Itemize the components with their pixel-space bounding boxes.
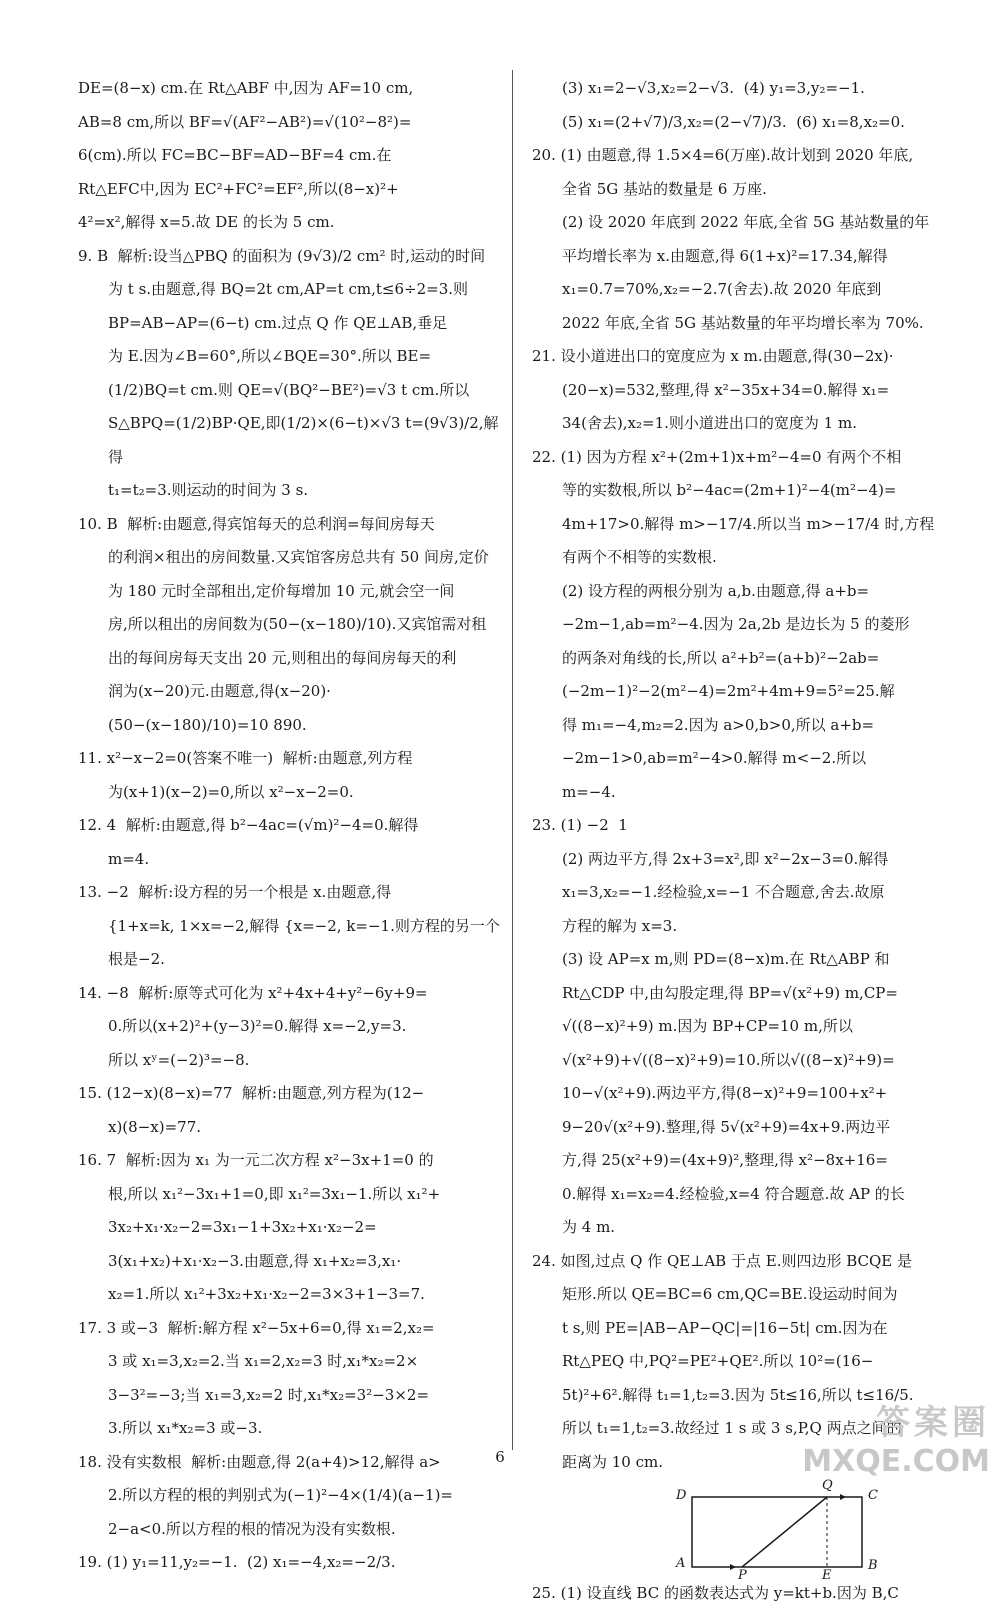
watermark-logo: [790, 1395, 990, 1479]
answer-18: 18. 没有实数根 解析:由题意,得 2(a+4)>12,解得 a> 2.所以方程的根的判别式为(−1)²−4×(1/4)(a−1)= 2−a<0.所以方程的根的情况为没有实数根.: [78, 1452, 453, 1538]
answer-13: 13. −2 解析:设方程的另一个根是 x.由题意,得 {1+x=k, 1×x=−2,解得 {x=−2, k=−1.则方程的另一个根是−2.: [78, 883, 500, 968]
label-d: D: [676, 1488, 687, 1503]
watermark-text: 答案圈: [876, 1403, 990, 1443]
rectangle-figure: [672, 1478, 892, 1583]
arrow-on-ab: [730, 1564, 736, 1570]
segment-pq: [742, 1497, 827, 1567]
column-divider: [512, 70, 513, 1450]
answer-15: 15. (12−x)(8−x)=77 解析:由题意,列方程为(12− x)(8−x)=77.: [78, 1084, 425, 1136]
label-c: C: [868, 1488, 878, 1503]
left-column: [78, 72, 510, 1580]
answer-24: 24. 如图,过点 Q 作 QE⊥AB 于点 E.则四边形 BCQE 是 矩形.所以 QE=BC=6 cm,QC=BE.设运动时间为 t s,则 PE=|AB−AP−QC|=|16−5t| cm.因为在 Rt△PEQ 中,PQ²=PE²+QE².所以 10²=(16− 5t)²+6².解得 t₁=1,t₂=3.因为 5t≤16,所以 t≤16/5. 所以 t₁=1,t₂=3.故经过 1 s 或 3 s,P,Q 两点之间的 距离为 10 cm.: [532, 1251, 914, 1471]
answer-11: 11. x²−x−2=0(答案不唯一) 解析:由题意,列方程 为(x+1)(x−2)=0,所以 x²−x−2=0.: [78, 749, 413, 801]
label-q: Q: [822, 1478, 833, 1493]
answer-16: 16. 7 解析:因为 x₁ 为一元二次方程 x²−3x+1=0 的 根,所以 x₁²−3x₁+1=0,即 x₁²=3x₁−1.所以 x₁²+ 3x₂+x₁·x₂−2=3x₁−1+3x₂+x₁·x₂−2= 3(x₁+x₂)+x₁·x₂−3.由题意,得 x₁+x₂=3,x₁· x₂=1.所以 x₁²+3x₂+x₁·x₂−2=3×3+1−3=7.: [78, 1151, 441, 1303]
label-e: E: [822, 1568, 832, 1583]
answer-10: 10. B 解析:由题意,得宾馆每天的总利润=每间房每天 的利润×租出的房间数量.又宾馆客房总共有 50 间房,定价 为 180 元时全部租出,定价每增加 10 元,就会空一间 房,所以租出的房间数为(50−(x−180)/10).又宾馆需对租 出的每间房每天支出 20 元,则租出的每间房每天的利 润为(x−20)元.由题意,得(x−20)· (50−(x−180)/10)=10 890.: [78, 514, 489, 734]
answer-23: 23. (1) −2 1 (2) 两边平方,得 2x+3=x²,即 x²−2x−3=0.解得 x₁=3,x₂=−1.经检验,x=−1 不合题意,舍去.故原 方程的解为 x=3. (3) 设 AP=x m,则 PD=(8−x)m.在 Rt△ABP 和 Rt△CDP 中,由勾股定理,得 BP=√(x²+9) m,CP= √((8−x)²+9) m.因为 BP+CP=10 m,所以 √(x²+9)+√((8−x)²+9)=10.所以√((8−x)²+9)= 10−√(x²+9).两边平方,得(8−x)²+9=100+x²+ 9−20√(x²+9).整理,得 5√(x²+9)=4x+9.两边平 方,得 25(x²+9)=(4x+9)²,整理,得 x²−8x+16= 0.解得 x₁=x₂=4.经检验,x=4 符合题意.故 AP 的长 为 4 m.: [532, 816, 905, 1236]
geometry-diagram: [672, 1487, 892, 1577]
arrow-on-dc: [840, 1494, 846, 1500]
answer-22: 22. (1) 因为方程 x²+(2m+1)x+m²−4=0 有两个不相 等的实数根,所以 b²−4ac=(2m+1)²−4(m²−4)= 4m+17>0.解得 m>−17/4.所以当 m>−17/4 时,方程 有两个不相等的实数根. (2) 设方程的两根分别为 a,b.由题意,得 a+b= −2m−1,ab=m²−4.因为 2a,2b 是边长为 5 的菱形 的两条对角线的长,所以 a²+b²=(a+b)²−2ab= (−2m−1)²−2(m²−4)=2m²+4m+9=5²=25.解 得 m₁=−4,m₂=2.因为 a>0,b>0,所以 a+b= −2m−1>0,ab=m²−4>0.解得 m<−2.所以 m=−4.: [532, 447, 935, 801]
label-a: A: [676, 1556, 686, 1571]
answer-17: 17. 3 或−3 解析:解方程 x²−5x+6=0,得 x₁=2,x₂= 3 或 x₁=3,x₂=2.当 x₁=2,x₂=3 时,x₁*x₂=2× 3−3²=−3;当 x₁=3,x₂=2 时,x₁*x₂=3²−3×2= 3.所以 x₁*x₂=3 或−3.: [78, 1318, 435, 1437]
answer-19-continued: (3) x₁=2−√3,x₂=2−√3. (4) y₁=3,y₂=−1. (5) x₁=(2+√7)/3,x₂=(2−√7)/3. (6) x₁=8,x₂=0.: [562, 79, 905, 131]
label-p: P: [738, 1568, 747, 1583]
answer-25: 25. (1) 设直线 BC 的函数表达式为 y=kt+b.因为 B,C: [532, 1584, 899, 1602]
answer-19: 19. (1) y₁=11,y₂=−1. (2) x₁=−4,x₂=−2/3.: [78, 1553, 396, 1571]
answer-8-continued: DE=(8−x) cm.在 Rt△ABF 中,因为 AF=10 cm, AB=8 cm,所以 BF=√(AF²−AB²)=√(10²−8²)= 6(cm).所以 FC=BC−BF=AD−BF=4 cm.在 Rt△EFC中,因为 EC²+FC²=EF²,所以(8−x)²+ 4²=x²,解得 x=5.故 DE 的长为 5 cm.: [78, 79, 414, 231]
answer-20: 20. (1) 由题意,得 1.5×4=6(万座).故计划到 2020 年底, 全省 5G 基站的数量是 6 万座. (2) 设 2020 年底到 2022 年底,全省 5G 基站数量的年 平均增长率为 x.由题意,得 6(1+x)²=17.34,解得 x₁=0.7=70%,x₂=−2.7(舍去).故 2020 年底到 2022 年底,全省 5G 基站数量的年平均增长率为 70%.: [532, 146, 930, 332]
watermark-url: MXQE.COM: [802, 1444, 990, 1479]
answer-12: 12. 4 解析:由题意,得 b²−4ac=(√m)²−4=0.解得 m=4.: [78, 816, 419, 868]
answer-9: 9. B 解析:设当△PBQ 的面积为 (9√3)/2 cm² 时,运动的时间 为 t s.由题意,得 BQ=2t cm,AP=t cm,t≤6÷2=3.则 BP=AB−AP=(6−t) cm.过点 Q 作 QE⊥AB,垂足 为 E.因为∠B=60°,所以∠BQE=30°.所以 BE= (1/2)BQ=t cm.则 QE=√(BQ²−BE²)=√3 t cm.所以 S△BPQ=(1/2)BP·QE,即(1/2)×(6−t)×√3 t=(9√3)/2,解得 t₁=t₂=3.则运动的时间为 3 s.: [78, 246, 499, 499]
page-number: 6: [495, 1448, 505, 1466]
answer-21: 21. 设小道进出口的宽度应为 x m.由题意,得(30−2x)· (20−x)=532,整理,得 x²−35x+34=0.解得 x₁= 34(舍去),x₂=1.则小道进出口的宽度为 1 m.: [532, 347, 894, 432]
answer-14: 14. −8 解析:原等式可化为 x²+4x+4+y²−6y+9= 0.所以(x+2)²+(y−3)²=0.解得 x=−2,y=3. 所以 xʸ=(−2)³=−8.: [78, 983, 428, 1069]
label-b: B: [868, 1558, 878, 1573]
right-column: [532, 72, 972, 1611]
rectangle-abcd: [692, 1497, 862, 1567]
